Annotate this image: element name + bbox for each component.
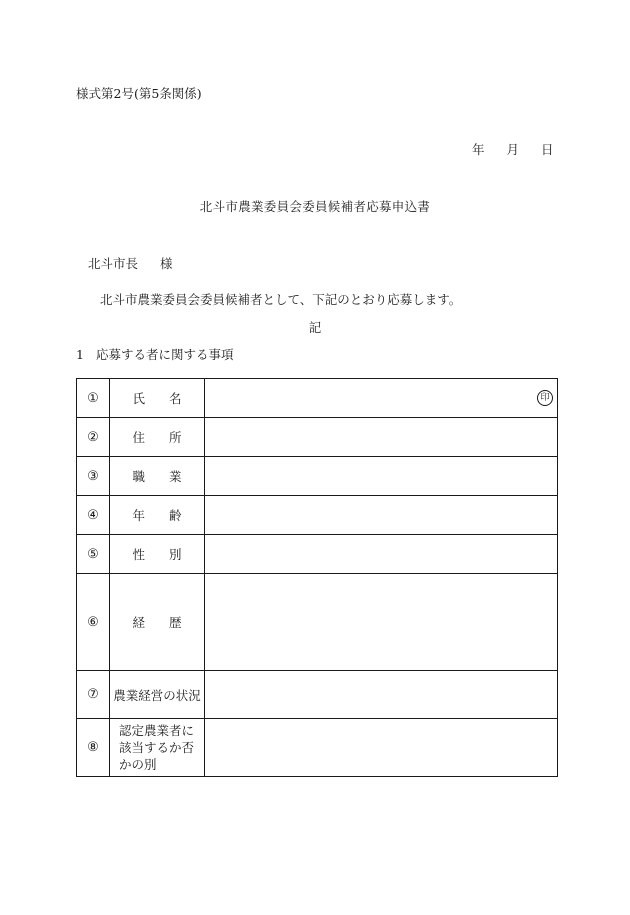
applicant-table xyxy=(76,378,558,777)
application-statement: 北斗市農業委員会委員候補者として、下記のとおり応募します。 xyxy=(100,292,462,307)
row-number: ⑤ xyxy=(77,535,110,574)
table-row xyxy=(77,719,558,777)
section-number: 1 xyxy=(76,347,84,362)
table-row xyxy=(77,418,558,457)
form-number: 様式第2号(第5条関係) xyxy=(76,86,202,101)
date-month: 月 xyxy=(506,142,520,157)
row-label-gender: 性 別 xyxy=(110,535,205,574)
age-field[interactable] xyxy=(205,496,558,535)
date-line xyxy=(472,140,554,158)
occupation-field[interactable] xyxy=(205,457,558,496)
date-year: 年 xyxy=(472,142,485,157)
row-number: ④ xyxy=(77,496,110,535)
row-label-occupation: 職 業 xyxy=(110,457,205,496)
table-row xyxy=(77,574,558,671)
row-number: ② xyxy=(77,418,110,457)
table-row xyxy=(77,496,558,535)
section-heading xyxy=(76,345,233,363)
row-number: ① xyxy=(77,379,110,418)
seal-mark-icon: 印 xyxy=(537,390,553,406)
document-title: 北斗市農業委員会委員候補者応募申込書 xyxy=(199,199,431,214)
table-row xyxy=(77,535,558,574)
row-label-certified-farmer: 認定農業者に該当するか否かの別 xyxy=(110,719,205,777)
farm-management-field[interactable] xyxy=(205,671,558,719)
row-number: ⑥ xyxy=(77,574,110,671)
date-day: 日 xyxy=(541,142,554,157)
row-label-farm-management: 農業経営の状況 xyxy=(110,671,205,719)
addressee xyxy=(88,254,173,272)
name-field[interactable] xyxy=(205,379,558,418)
address-field[interactable] xyxy=(205,418,558,457)
gender-field[interactable] xyxy=(205,535,558,574)
row-label-address: 住 所 xyxy=(110,418,205,457)
table-row xyxy=(77,379,558,418)
row-label-career: 経 歴 xyxy=(110,574,205,671)
addressee-honorific: 様 xyxy=(160,256,173,271)
certified-farmer-field[interactable] xyxy=(205,719,558,777)
career-field[interactable] xyxy=(205,574,558,671)
addressee-name: 北斗市長 xyxy=(88,256,139,271)
table-row xyxy=(77,671,558,719)
row-label-name: 氏 名 xyxy=(110,379,205,418)
section-title: 応募する者に関する事項 xyxy=(95,347,234,362)
row-number: ⑧ xyxy=(77,719,110,777)
row-number: ③ xyxy=(77,457,110,496)
ki-heading: 記 xyxy=(308,320,322,335)
row-label-age: 年 齢 xyxy=(110,496,205,535)
row-number: ⑦ xyxy=(77,671,110,719)
table-row xyxy=(77,457,558,496)
